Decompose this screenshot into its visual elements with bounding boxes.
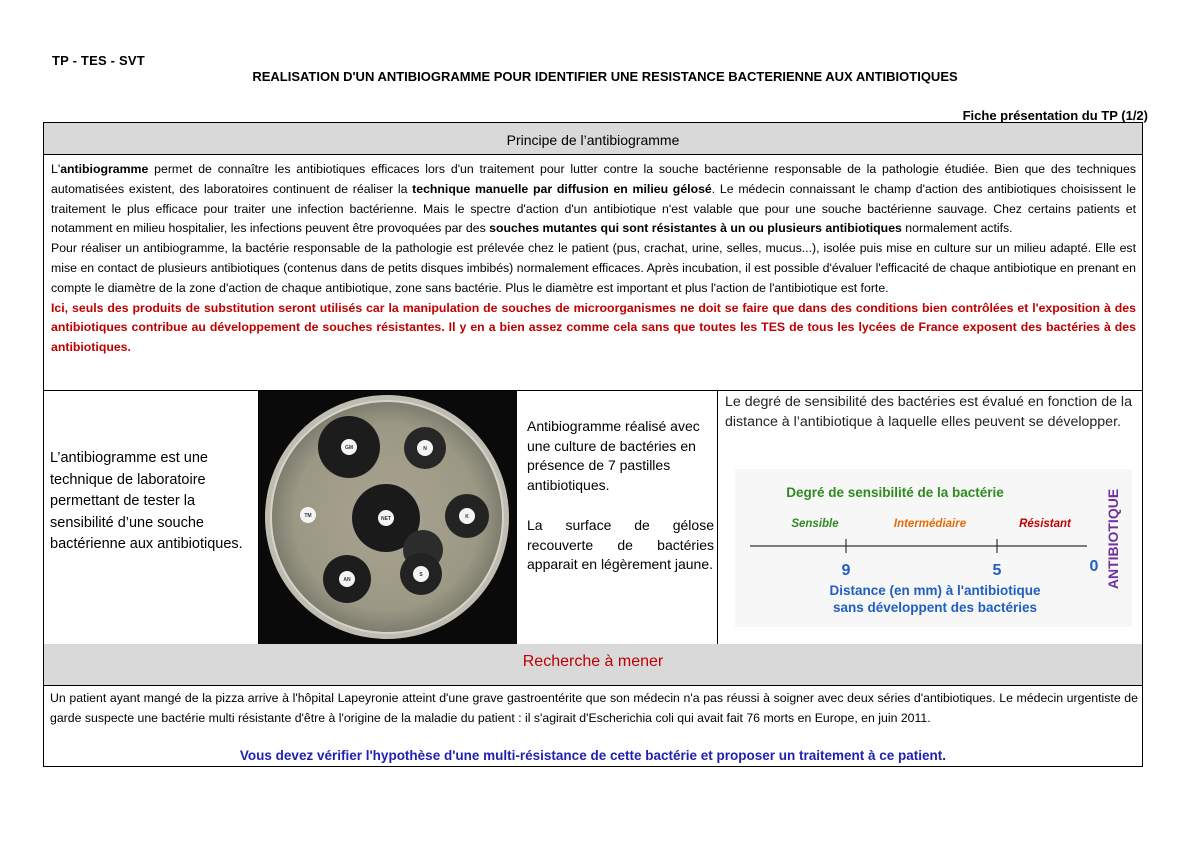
recherche-task: Vous devez vérifier l'hypothèse d'une multi-résistance de cette bactérie et proposer un traitement à ce patient. bbox=[239, 748, 947, 763]
disk-label: S bbox=[419, 572, 423, 578]
sensitivity-scale-diagram bbox=[735, 469, 1132, 627]
recherche-text: Un patient ayant mangé de la pizza arrive à l'hôpital Lapeyronie atteint d'une grave gastroentérite que son médecin n'a pas réussi à soigner avec deux séries d'antibiotiques. Le médecin urgentiste de garde suspecte une bactérie multi résistante d'être à l'origine de la maladie du patient : il s'agirait d'Escherichia coli qui avait fait 76 morts en Europe, en juin 2011. bbox=[50, 691, 1138, 725]
disk-label: TM bbox=[304, 513, 312, 519]
warning-paragraph: Ici, seuls des produits de substitution seront utilisés car la manipulation de souches de microorganismes ne doit se faire que dans des conditions bien contrôlées et l'exposition à des antibiotiques contribue au développement de souches résistantes. Il y en a bien assez comme cela sans que toutes les TES de tous les lycées de France exposent des bactéries à des antibiotiques. bbox=[51, 300, 1136, 355]
definition-text: L’antibiogramme est une technique de laboratoire permettant de tester la sensibilité d’une souche bactérienne aux antibiotiques. bbox=[50, 450, 243, 552]
recherche-heading: Recherche à mener bbox=[44, 644, 1142, 686]
tick-label-0: 0 bbox=[1089, 558, 1099, 575]
disk-label: GM bbox=[344, 445, 354, 451]
fiche-label: Fiche présentation du TP (1/2) bbox=[962, 108, 1148, 123]
photo-caption-2: La surface de gélose recouverte de bactéries apparait en légèrement jaune. bbox=[527, 517, 714, 572]
illustration-row bbox=[44, 390, 1142, 645]
tick-label-9: 9 bbox=[841, 562, 851, 579]
page-title: REALISATION D'UN ANTIBIOGRAMME POUR IDENTIFIER UNE RESISTANCE BACTERIENNE AUX ANTIBIOTIQUES bbox=[252, 69, 958, 84]
tick-label-5: 5 bbox=[992, 562, 1002, 579]
label-sensible: Sensible bbox=[791, 518, 839, 530]
worksheet-table bbox=[43, 122, 1143, 767]
principe-paragraph-1: L'antibiogramme permet de connaître les antibiotiques efficaces lors d'un traitement pour lutter contre la souche bactérienne responsable de la pathologie étudiée. Bien que des techniques automatisées existent, des laboratoires continuent de réaliser la technique manuelle par diffusion en milieu gélosé. Le médecin connaissant le champ d'action des antibiotiques choisissent le traitement le plus efficace pour traiter une infection bactérienne. Mais le spectre d'action d'un antibiotique n'est valable que pour une souche bactérienne sauvage. Chez certains patients et notamment en milieu hospitalier, les infections peuvent être provoquées par des souches mutantes qui sont résistantes à un ou plusieurs antibiotiques normalement actifs. bbox=[51, 162, 1136, 236]
axis-label-line-1: Distance (en mm) à l'antibiotique bbox=[829, 583, 1041, 598]
sensitivity-cell bbox=[718, 391, 1142, 644]
antibiogram-image bbox=[259, 391, 517, 644]
disk-label: K bbox=[465, 514, 469, 520]
petri-dish-photo bbox=[259, 391, 517, 644]
photo-caption-1: Antibiogramme réalisé avec une culture de bactéries en présence de 7 pastilles antibiotiques. bbox=[527, 418, 700, 493]
disk-label: AN bbox=[343, 577, 351, 583]
definition-cell bbox=[44, 391, 259, 644]
antibiotique-vertical-label: ANTIBIOTIQUE bbox=[1105, 488, 1121, 590]
sensitivity-scale bbox=[735, 469, 1132, 627]
label-intermediaire: Intermédiaire bbox=[893, 518, 967, 530]
photo-caption-cell bbox=[517, 391, 718, 644]
disk-label: N bbox=[423, 446, 427, 452]
disk-label: NET bbox=[381, 516, 391, 522]
sensitivity-text: Le degré de sensibilité des bactéries est évalué en fonction de la distance à l’antibiotique à laquelle elles peuvent se développer. bbox=[725, 394, 1132, 430]
scale-title: Degré de sensibilité de la bactérie bbox=[786, 485, 1004, 500]
label-resistant: Résistant bbox=[1019, 518, 1071, 530]
principe-heading: Principe de l’antibiogramme bbox=[44, 123, 1142, 155]
table-bottom-rule bbox=[43, 766, 1143, 767]
axis-label-line-2: sans développent des bactéries bbox=[832, 600, 1038, 615]
principe-paragraph-2: Pour réaliser un antibiogramme, la bactérie responsable de la pathologie est prélevée chez le patient (pus, crachat, urine, selles, mucus...), isolée puis mise en culture sur un milieu adapté. Elle est mise en contact de plusieurs antibiotiques (contenus dans de petits disques imbibés) normalement efficaces. Après incubation, il est possible d'évaluer l'efficacité de chaque antibiotique en prenant en compte le diamètre de la zone d'action de chaque antibiotique, zone sans bactérie. Plus le diamètre est important et plus l'action de l'antibiotique est forte. bbox=[51, 241, 1136, 295]
principe-text bbox=[51, 160, 1136, 358]
header-tag: TP - TES - SVT bbox=[52, 53, 145, 68]
